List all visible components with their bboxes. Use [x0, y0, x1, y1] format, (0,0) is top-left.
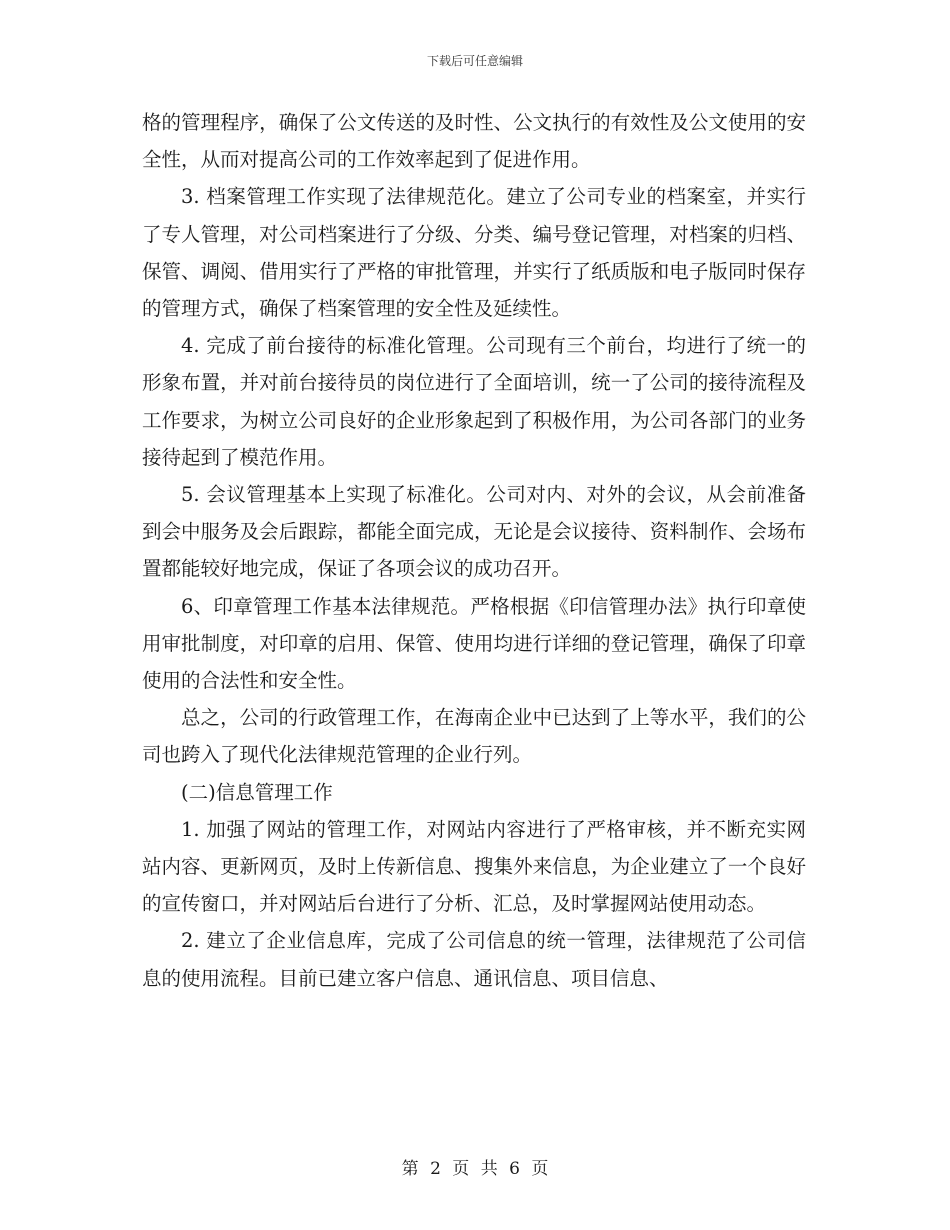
paragraph-website-management: 1. 加强了网站的管理工作，对网站内容进行了严格审核，并不断充实网站内容、更新网页，及时上传新信息、搜集外来信息，为企业建立了一个良好的宣传窗口，并对网站后台进行了分析、汇总，及时掌握网站使用动态。 [142, 817, 806, 916]
paragraph-meeting-management: 5. 会议管理基本上实现了标准化。公司对内、对外的会议，从会前准备到会中服务及会后跟踪，都能全面完成，无论是会议接待、资料制作、会场布置都能较好地完成，保证了各项会议的成功召开。 [142, 483, 806, 581]
paragraph-information-database: 2. 建立了企业信息库，完成了公司信息的统一管理，法律规范了公司信息的使用流程。目前已建立客户信息、通讯信息、项目信息、 [142, 929, 806, 990]
paragraph-seal-management: 6、印章管理工作基本法律规范。严格根据《印信管理办法》执行印章使用审批制度，对印章的启用、保管、使用均进行详细的登记管理，确保了印章使用的合法性和安全性。 [142, 594, 806, 693]
page-header: 下载后可任意编辑 [426, 54, 523, 68]
paragraph-summary: 总之，公司的行政管理工作，在海南企业中已达到了上等水平，我们的公司也跨入了现代化法律规范管理的企业行列。 [142, 706, 806, 767]
document-body [142, 104, 806, 997]
paragraph-archive-management: 3. 档案管理工作实现了法律规范化。建立了公司专业的档案室，并实行了专人管理，对公司档案进行了分级、分类、编号登记管理，对档案的归档、保管、调阅、借用实行了严格的审批管理，并实行了纸质版和电子版同时保存的管理方式，确保了档案管理的安全性及延续性。 [142, 185, 806, 321]
paragraph-reception-management: 4. 完成了前台接待的标准化管理。公司现有三个前台，均进行了统一的形象布置，并对前台接待员的岗位进行了全面培训，统一了公司的接待流程及工作要求，为树立公司良好的企业形象起到了积极作用，为公司各部门的业务接待起到了模范作用。 [142, 334, 806, 469]
section-heading-information-management: (二)信息管理工作 [181, 780, 333, 804]
page-footer: 第 2 页 共 6 页 [401, 1159, 549, 1179]
paragraph-continuation: 格的管理程序，确保了公文传送的及时性、公文执行的有效性及公文使用的安全性，从而对提高公司的工作效率起到了促进作用。 [142, 111, 806, 172]
